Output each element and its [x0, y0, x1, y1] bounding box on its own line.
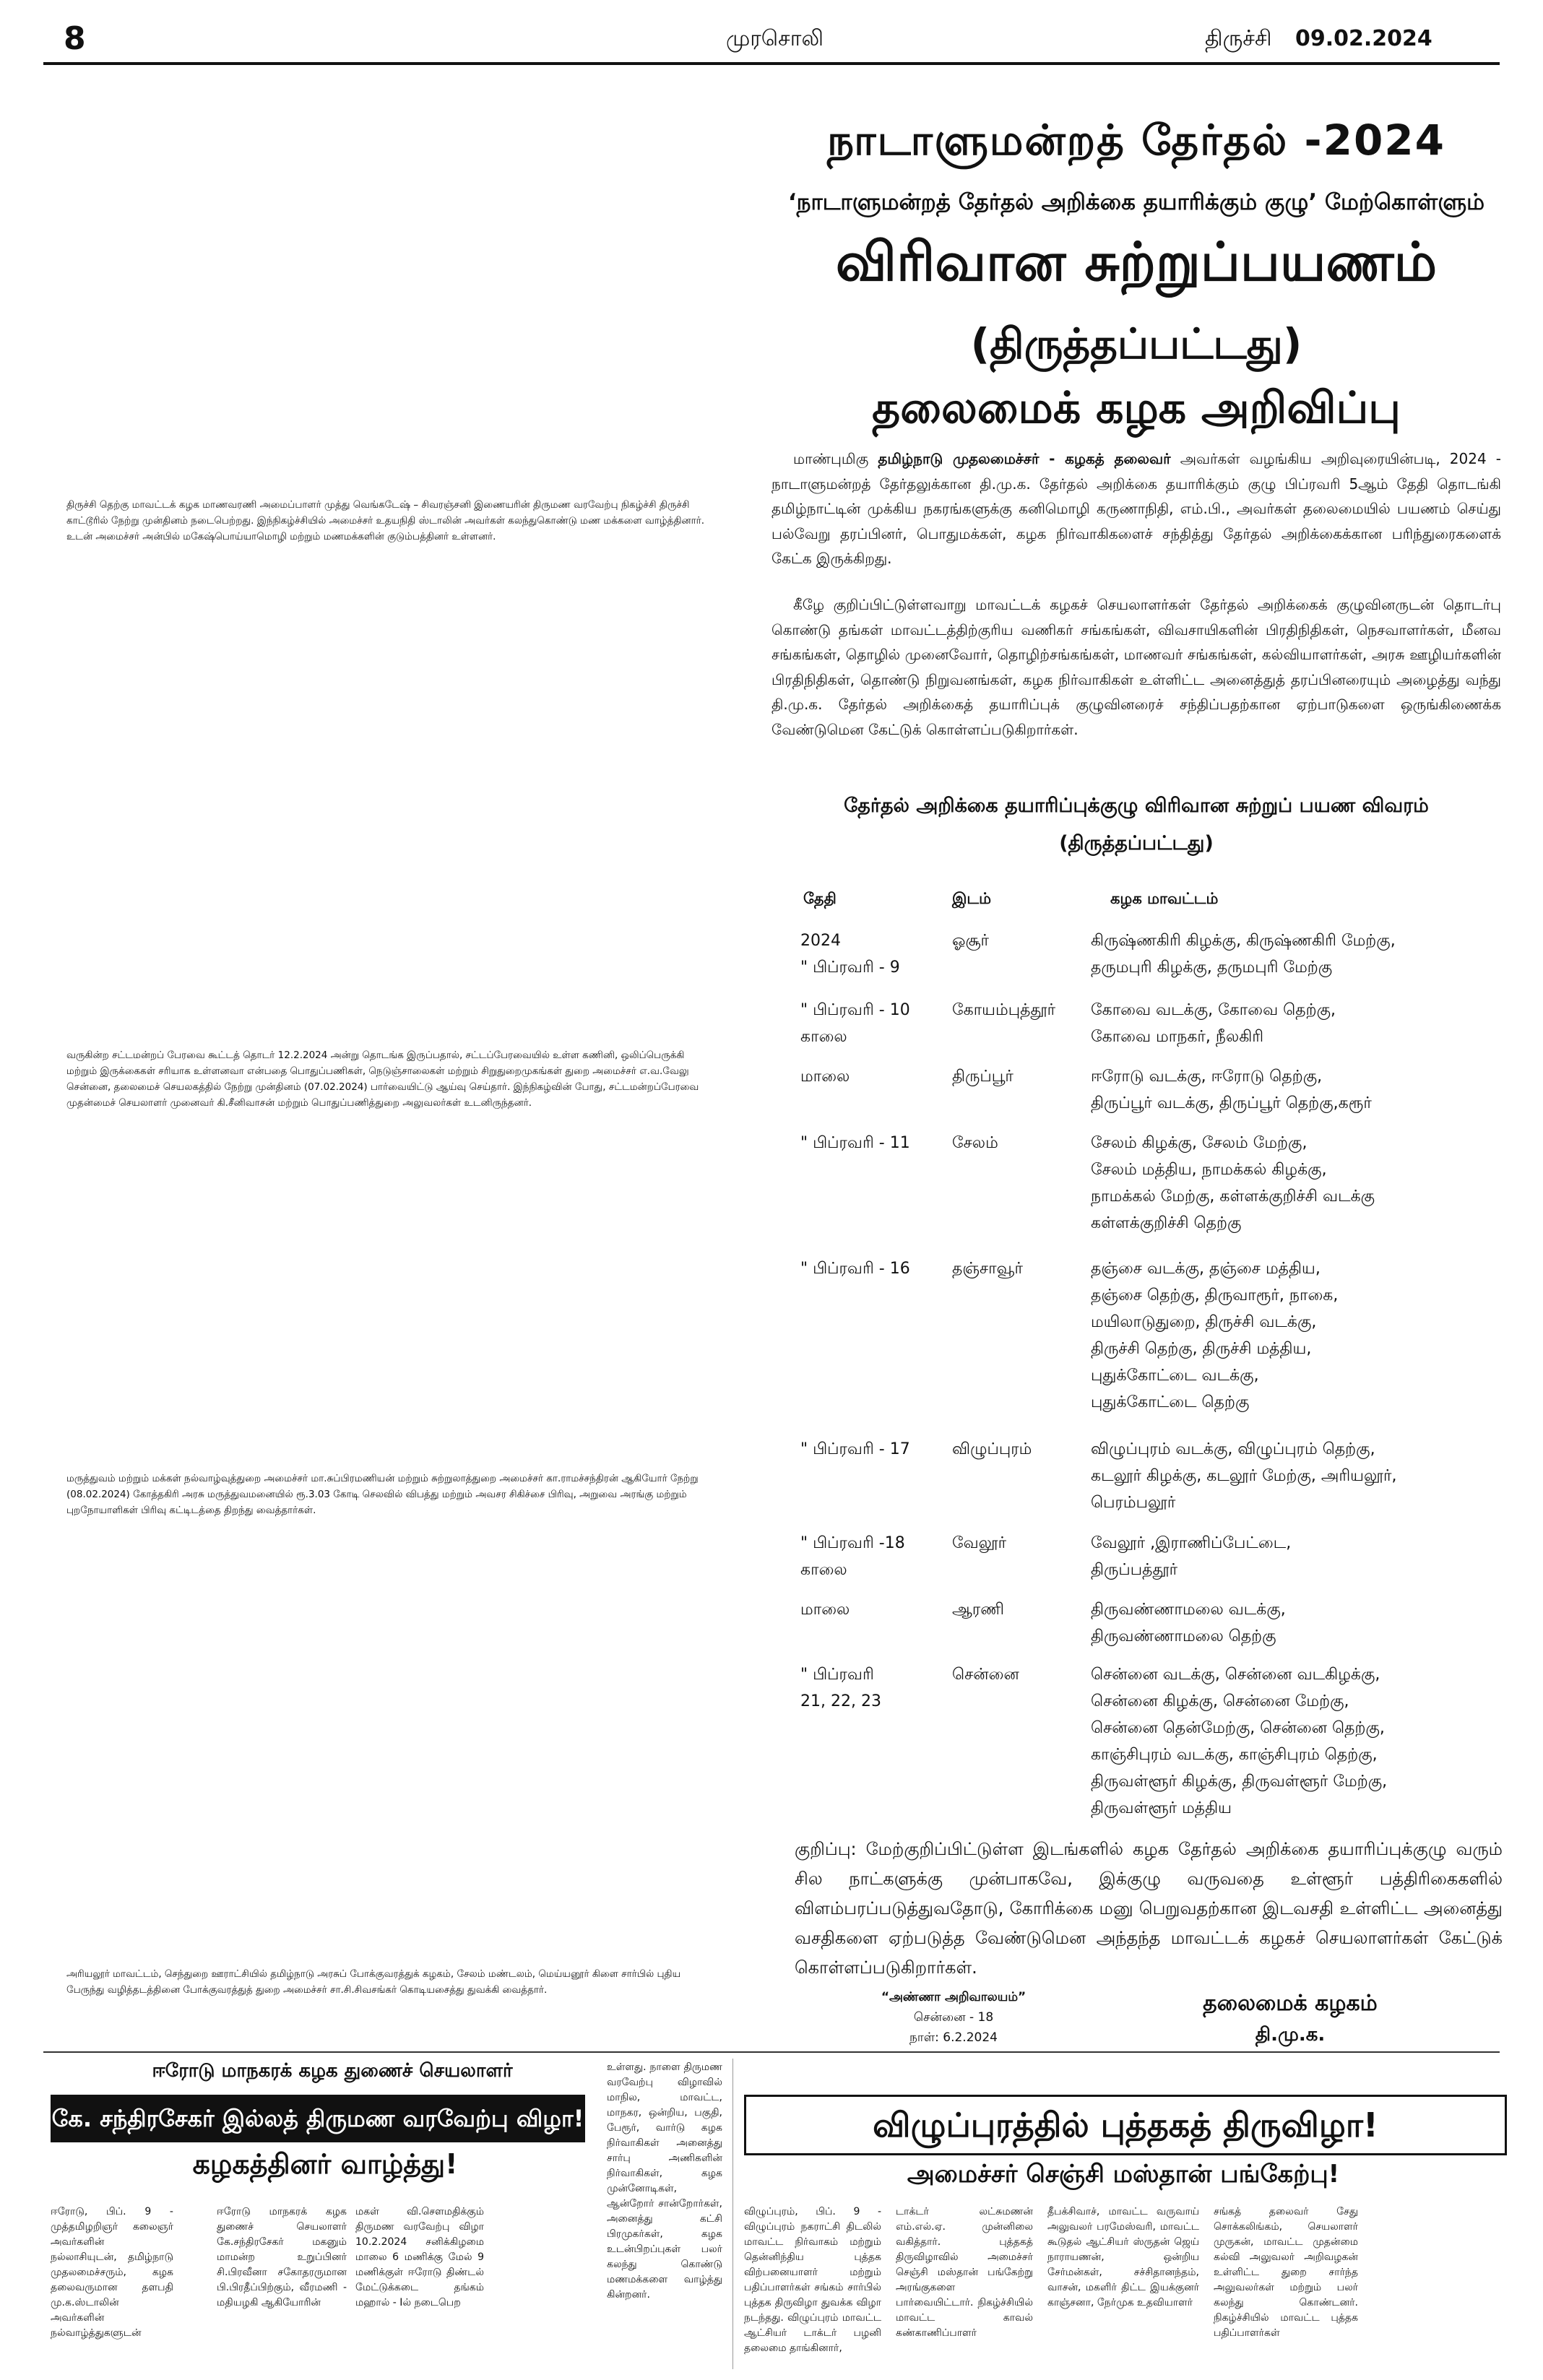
left-article-col-3: மகள் வி.சௌமதிக்கும் திருமண வரவேற்பு விழா 10.2.2024 சனிக்கிழமை மாலை 6 மணிக்கு மேல் 9 மணிக்குள் ஈரோடு திண்டல் மேட்டுக்கடை தங்கம் மஹால் - Iல் நடைபெற	[355, 2206, 484, 2308]
schedule-place: தஞ்சாவூர்	[952, 1260, 1023, 1278]
announcement-revised-tag: (திருத்தப்பட்டது)	[970, 319, 1302, 368]
schedule-place: வேலூர்	[952, 1534, 1007, 1552]
para1-bold: தமிழ்நாடு முதலமைச்சர் - கழகத் தலைவர்	[878, 450, 1171, 467]
left-article-headline: கே. சந்திரசேகர் இல்லத் திருமண வரவேற்பு விழா!	[51, 2095, 585, 2142]
signature-city: சென்னை - 18	[913, 2010, 994, 2025]
schedule-districts: கோவை வடக்கு, கோவை தெற்கு, கோவை மாநகர், நீலகிரி	[1091, 1001, 1336, 1046]
schedule-date: 2024 " பிப்ரவரி - 9	[800, 932, 900, 977]
photo-caption-3: மருத்துவம் மற்றும் மக்கள் நல்வாழ்வுத்துறை அமைச்சர் மா.சுப்பிரமணியன் மற்றும் சுற்றுலாத்துறை அமைச்சர் கா.ராமச்சந்திரன் ஆகியோர் நேற்று (08.02.2024) கோத்தகிரி அரசு மருத்துவமனையில் ரூ.3.03 கோடி செலவில் விபத்து மற்றும் அவசர சிகிச்சை பிரிவு, அறுவை அரங்கு மற்றும் புறநோயாளிகள் பிரிவு கட்டிடத்தை திறந்து வைத்தார்கள்.	[66, 1473, 699, 1516]
signature-org: தலைமைக் கழகம்	[1203, 1991, 1378, 2016]
left-article-col-4: உள்ளது. நாளை திருமண வரவேற்பு விழாவில் மாநில, மாவட்ட, மாநகர, ஒன்றிய, பகுதி, பேரூர், வார்டு கழக நிர்வாகிகள் அனைத்து சார்பு அணிகளின் நிர்வாகிகள், கழக முன்னோடிகள், ஆன்றோர் சான்றோர்கள், அனைத்து கட்சி பிரமுகர்கள், கழக உடன்பிறப்புகள் பலர் கலந்து கொண்டு மணமக்களை வாழ்த்து கின்றனர்.	[607, 2061, 722, 2301]
schedule-place: ஆரணி	[952, 1601, 1004, 1619]
column-header-place: இடம்	[952, 890, 992, 907]
schedule-date: " பிப்ரவரி -18 காலை	[800, 1534, 905, 1579]
right-article-subhead: அமைச்சர் செஞ்சி மஸ்தான் பங்கேற்பு!	[907, 2160, 1340, 2189]
newspaper-name: முரசொலி	[726, 26, 824, 51]
announcement-headline: விரிவான சுற்றுப்பயணம்	[835, 231, 1438, 293]
schedule-districts: ஈரோடு வடக்கு, ஈரோடு தெற்கு, திருப்பூர் வடக்கு, திருப்பூர் தெற்கு,கரூர்	[1091, 1068, 1372, 1112]
announcement-title: நாடாளுமன்றத் தேர்தல் -2024	[826, 116, 1446, 165]
left-article-col-2: ஈரோடு மாநகரக் கழக துணைச் செயலாளர் கே.சந்திரசேகர் மகனும் மாமன்ற உறுப்பினர் சி.பிரவீனா சகோதரருமான பி.பிரதீப்பிற்கும், வீரமணி - மதியழகி ஆகியோரின்	[217, 2206, 347, 2308]
schedule-subtitle: (திருத்தப்பட்டது)	[1059, 832, 1214, 854]
left-article-kicker: ஈரோடு மாநகரக் கழக துணைச் செயலாளர்	[152, 2060, 513, 2082]
column-header-date: தேதி	[803, 890, 837, 907]
para2-text: கீழே குறிப்பிட்டுள்ளவாறு மாவட்டக் கழகச் செயலாளர்கள் தேர்தல் அறிக்கைக் குழுவினருடன் தொடர்பு கொண்டு தங்கள் மாவட்டத்திற்குரிய வணிகர் சங்கங்கள், விவசாயிகளின் பிரதிநிதிகள், நெசவாளர்கள், மீனவ சங்கங்கள், தொழில் முனைவோர், தொழிற்சங்கங்கள், மாணவர் சங்கங்கள், கல்வியாளர்கள், அரசு ஊழியர்களின் பிரதிநிதிகள், தொண்டு நிறுவனங்கள், கழக நிர்வாகிகள் உள்ளிட்ட அனைத்துத் தரப்பினரையும் அழைத்து வந்து தி.மு.க. தேர்தல் அறிக்கைத் தயாரிப்புக் குழுவினரைச் சந்திப்பதற்கான ஏற்பாடுகளை ஒருங்கிணைக்க வேண்டுமென கேட்டுக் கொள்ளப்படுகிறார்கள்.	[772, 596, 1501, 738]
header-rule	[43, 62, 1500, 65]
announcement-paragraph-2	[772, 592, 1501, 742]
signature-place: “அண்ணா அறிவாலயம்”	[881, 1990, 1026, 2004]
schedule-date: " பிப்ரவரி - 17	[800, 1440, 910, 1458]
photo-caption-1: திருச்சி தெற்கு மாவட்டக் கழக மாணவரணி அமைப்பாளர் முத்து வெங்கடேஷ் – சிவரஞ்சனி இணையரின் திருமண வரவேற்பு நிகழ்ச்சி திருச்சி காட்டூரில் நேற்று முன்தினம் நடைபெற்றது. இந்நிகழ்ச்சியில் அமைச்சர் உதயநிதி ஸ்டாலின் அவர்கள் கலந்துகொண்டு மண மக்களை வாழ்த்தினார். உடன் அமைச்சர் அன்பில் மகேஷ்பொய்யாமொழி மற்றும் மணமக்களின் குடும்பத்தினர் உள்ளனர்.	[66, 499, 704, 542]
schedule-date: மாலை	[800, 1068, 850, 1086]
announcement-subtitle: ‘நாடாளுமன்றத் தேர்தல் அறிக்கை தயாரிக்கும் குழு’ மேற்கொள்ளும்	[787, 189, 1485, 215]
schedule-place: விழுப்புரம்	[952, 1440, 1032, 1458]
schedule-districts: தஞ்சை வடக்கு, தஞ்சை மத்திய, தஞ்சை தெற்கு, திருவாரூர், நாகை, மயிலாடுதுறை, திருச்சி வடக்கு, திருச்சி தெற்கு, திருச்சி மத்திய, புதுக்கோட்டை வடக்கு, புதுக்கோட்டை தெற்கு	[1091, 1260, 1339, 1411]
signature-date: நாள்: 6.2.2024	[909, 2030, 998, 2045]
schedule-date: " பிப்ரவரி - 10 காலை	[800, 1001, 910, 1046]
photo-caption-2: வருகின்ற சட்டமன்றப் பேரவை கூட்டத் தொடர் 12.2.2024 அன்று தொடங்க இருப்பதால், சட்டப்பேரவையில் உள்ள கணினி, ஒலிப்பெருக்கி மற்றும் இருக்கைகள் சரியாக உள்ளனவா என்பதை பொதுப்பணிகள், நெடுஞ்சாலைகள் மற்றும் சிறுதுறைமுகங்கள் துறை அமைச்சர் எ.வ.வேலு சென்னை, தலைமைச் செயலகத்தில் நேற்று முன்தினம் (07.02.2024) பார்வையிட்டு ஆய்வு செய்தார். இந்நிகழ்வின் போது, சட்டமன்றப்பேரவை முதன்மைச் செயலாளர் முனைவர் கி.சீனிவாசன் மற்றும் பொதுப்பணித்துறை அலுவலர்கள் உடனிருந்தனர்.	[66, 1050, 699, 1109]
schedule-districts: சேலம் கிழக்கு, சேலம் மேற்கு, சேலம் மத்திய, நாமக்கல் கிழக்கு, நாமக்கல் மேற்கு, கள்ளக்குறிச்சி வடக்கு கள்ளக்குறிச்சி தெற்கு	[1091, 1134, 1375, 1232]
left-article-subhead: கழகத்தினர் வாழ்த்து!	[192, 2148, 458, 2180]
schedule-districts: கிருஷ்ணகிரி கிழக்கு, கிருஷ்ணகிரி மேற்கு, தருமபுரி கிழக்கு, தருமபுரி மேற்கு	[1091, 932, 1396, 977]
para1-lead: மாண்புமிகு	[793, 450, 878, 467]
schedule-date: மாலை	[800, 1601, 850, 1619]
section-divider	[43, 2051, 1500, 2053]
right-article-col-1: விழுப்புரம், பிப். 9 - விழுப்புரம் நகராட்சி திடலில் மாவட்ட நிர்வாகம் மற்றும் தென்னிந்திய புத்தக விற்பனையாளர் மற்றும் பதிப்பாளர்கள் சங்கம் சார்பில் புத்தக திருவிழா துவக்க விழா நடந்தது. விழுப்புரம் மாவட்ட ஆட்சியர் டாக்டர் பழனி தலைமை தாங்கினார்,	[744, 2206, 881, 2354]
bottom-column-divider	[732, 2059, 733, 2369]
schedule-place: திருப்பூர்	[952, 1068, 1013, 1086]
schedule-districts: வேலூர் ,இராணிப்பேட்டை, திருப்பத்தூர்	[1091, 1534, 1292, 1579]
right-article-col-3: தீபக்சிவாச், மாவட்ட வருவாய் அலுவலர் பரமேஸ்வரி, மாவட்ட கூடுதல் ஆட்சியர் ஸ்ருதன் ஜெய் நாராயணன், ஒன்றிய சேர்மன்கள், சச்சிதானந்தம், வாசன், மகளிர் திட்ட இயக்குனர் காஞ்சனா, நேர்முக உதவியாளர்	[1047, 2206, 1199, 2308]
schedule-date: " பிப்ரவரி - 11	[800, 1134, 910, 1152]
schedule-title: தேர்தல் அறிக்கை தயாரிப்புக்குழு விரிவான சுற்றுப் பயண விவரம்	[844, 795, 1429, 817]
schedule-districts: விழுப்புரம் வடக்கு, விழுப்புரம் தெற்கு, கடலூர் கிழக்கு, கடலூர் மேற்கு, அரியலூர், பெரம்பலூர்	[1091, 1440, 1397, 1512]
edition-city: திருச்சி	[1205, 26, 1272, 51]
schedule-place: சேலம்	[952, 1134, 998, 1152]
schedule-districts: சென்னை வடக்கு, சென்னை வடகிழக்கு, சென்னை கிழக்கு, சென்னை மேற்கு, சென்னை தென்மேற்கு, சென்னை தெற்கு, காஞ்சிபுரம் வடக்கு, காஞ்சிபுரம் தெற்கு, திருவள்ளூர் கிழக்கு, திருவள்ளூர் மேற்கு, திருவள்ளூர் மத்திய	[1091, 1666, 1388, 1817]
photo-caption-4: அரியலூர் மாவட்டம், செந்துறை ஊராட்சியில் தமிழ்நாடு அரசுப் போக்குவரத்துக் கழகம், சேலம் மண்டலம், மெய்யனூர் கிளை சார்பில் புதிய பேருந்து வழித்தடத்தினை போக்குவரத்துத் துறை அமைச்சர் சா.சி.சிவசங்கர் கொடியசைத்து துவக்கி வைத்தார்.	[66, 1968, 681, 1996]
announcement-issuer-heading: தலைமைக் கழக அறிவிப்பு	[872, 383, 1401, 433]
right-article-col-4: சங்கத் தலைவர் சேது சொக்கலிங்கம், செயலாளர் முருகன், மாவட்ட முதன்மை கல்வி அலுவலர் அறிவழகன் உள்ளிட்ட துறை சார்ந்த அலுவலர்கள் மற்றும் பலர் கலந்து கொண்டனர். நிகழ்ச்சியில் மாவட்ட புத்தக பதிப்பாளர்கள்	[1214, 2206, 1358, 2339]
schedule-place: சென்னை	[952, 1666, 1019, 1684]
left-article-col-1: ஈரோடு, பிப். 9 - முத்தமிழறிஞர் கலைஞர் அவர்களின் நல்லாசியுடன், தமிழ்நாடு முதலமைச்சரும், கழக தலைவருமான தளபதி மு.க.ஸ்டாலின் அவர்களின் நல்வாழ்த்துகளுடன்	[51, 2206, 173, 2339]
column-header-district: கழக மாவட்டம்	[1110, 890, 1219, 907]
schedule-place: ஓசூர்	[952, 932, 990, 950]
para1-rest: அவர்கள் வழங்கிய அறிவுரையின்படி, 2024 - நாடாளுமன்றத் தேர்தலுக்கான தி.மு.க. தேர்தல் அறிக்கை தயாரிக்கும் குழு பிப்ரவரி 5ஆம் தேதி தொடங்கி தமிழ்நாட்டின் முக்கிய நகரங்களுக்கு கனிமொழி கருணாநிதி, எம்.பி., அவர்கள் தலைமையில் பயணம் செய்து பல்வேறு தரப்பினர், பொதுமக்கள், கழக நிர்வாகிகளைச் சந்தித்து தேர்தல் அறிக்கைக்கான பரிந்துரைகளைக் கேட்க இருக்கிறது.	[772, 450, 1502, 567]
schedule-date: " பிப்ரவரி 21, 22, 23	[800, 1666, 881, 1710]
announcement-paragraph-1	[772, 446, 1501, 571]
announcement-note: குறிப்பு: மேற்குறிப்பிட்டுள்ள இடங்களில் கழக தேர்தல் அறிக்கை தயாரிப்புக்குழு வரும் சில நாட்களுக்கு முன்பாகவே, இக்குழு வருவதை உள்ளூர் பத்திரிகைகளில் விளம்பரப்படுத்துவதோடு, கோரிக்கை மனு பெறுவதற்கான இடவசதி உள்ளிட்ட அனைத்து வசதிகளை ஏற்படுத்த வேண்டுமென அந்தந்த மாவட்டக் கழகச் செயலாளர்கள் கேட்டுக் கொள்ளப்படுகிறார்கள்.	[795, 1839, 1503, 1978]
signature-party: தி.மு.க.	[1255, 2024, 1326, 2046]
schedule-districts: திருவண்ணாமலை வடக்கு, திருவண்ணாமலை தெற்கு	[1091, 1601, 1286, 1645]
right-article-headline: விழுப்புரத்தில் புத்தகத் திருவிழா!	[744, 2095, 1507, 2155]
schedule-date: " பிப்ரவரி - 16	[800, 1260, 910, 1278]
right-article-col-2: டாக்டர் லட்சுமணன் எம்.எல்.ஏ. முன்னிலை வகித்தார். புத்தகத் திருவிழாவில் அமைச்சர் செஞ்சி மஸ்தான் பங்கேற்று அரங்குகளை பார்வையிட்டார். நிகழ்ச்சியில் மாவட்ட காவல் கண்காணிப்பாளர்	[896, 2206, 1033, 2339]
page-number: 8	[64, 20, 86, 57]
edition-date: 09.02.2024	[1295, 26, 1432, 51]
schedule-place: கோயம்புத்தூர்	[952, 1001, 1056, 1019]
